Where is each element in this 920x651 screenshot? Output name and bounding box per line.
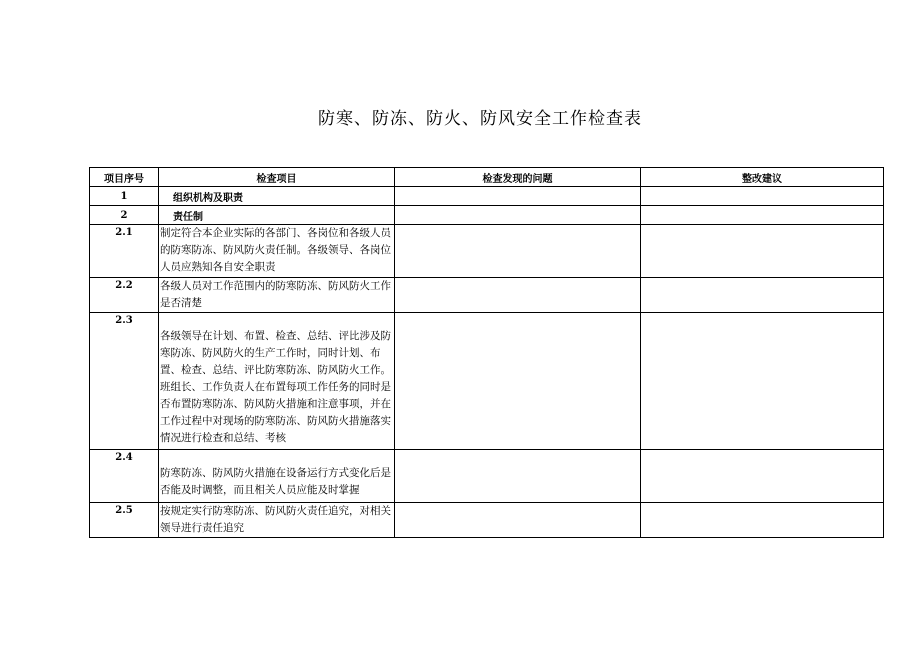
header-problems-found: 检查发现的问题	[395, 168, 641, 187]
inspection-table	[89, 167, 884, 538]
row-problems-cell[interactable]	[395, 278, 641, 313]
row-problems-cell[interactable]	[395, 187, 641, 206]
row-number: 1	[90, 187, 159, 206]
table-row	[90, 278, 884, 313]
table-row	[90, 450, 884, 503]
row-check-item: 制定符合本企业实际的各部门、各岗位和各级人员的防寒防冻、防风防火责任制。各级领导、各岗位人员应熟知各自安全职责	[159, 225, 395, 278]
row-check-item-text: 防寒防冻、防风防火措施在设备运行方式变化后是否能及时调整，而且相关人员应能及时掌握	[160, 467, 391, 496]
row-check-item: 各级人员对工作范围内的防寒防冻、防风防火工作是否清楚	[159, 278, 395, 313]
row-check-item-text: 各级领导在计划、布置、检查、总结、评比涉及防寒防冻、防风防火的生产工作时，同时计划、布置、检查、总结、评比防寒防冻、防风防火工作。班组长、工作负责人在布置每项工作任务的同时是否布置防寒防冻、防风防火措施和注意事项，并在工作过程中对现场的防寒防冻、防风防火措施落实情况进行检查和总结、考核	[160, 330, 391, 444]
row-advice-cell[interactable]	[641, 503, 884, 538]
row-check-item: 组织机构及职责	[159, 187, 395, 206]
header-item-number: 项目序号	[90, 168, 159, 187]
row-number: 2.4	[90, 450, 159, 503]
row-check-item	[159, 450, 395, 503]
row-advice-cell[interactable]	[641, 206, 884, 225]
row-advice-cell[interactable]	[641, 313, 884, 450]
row-advice-cell[interactable]	[641, 225, 884, 278]
table-row	[90, 187, 884, 206]
row-check-item: 按规定实行防寒防冻、防风防火责任追究，对相关领导进行责任追究	[159, 503, 395, 538]
row-number: 2.2	[90, 278, 159, 313]
row-check-item: 责任制	[159, 206, 395, 225]
header-rectification-advice: 整改建议	[641, 168, 884, 187]
table-row	[90, 206, 884, 225]
row-problems-cell[interactable]	[395, 503, 641, 538]
row-number: 2.5	[90, 503, 159, 538]
row-number: 2.3	[90, 313, 159, 450]
row-problems-cell[interactable]	[395, 450, 641, 503]
page-title: 防寒、防冻、防火、防风安全工作检查表	[318, 109, 642, 129]
row-problems-cell[interactable]	[395, 206, 641, 225]
row-number: 2	[90, 206, 159, 225]
row-problems-cell[interactable]	[395, 313, 641, 450]
row-advice-cell[interactable]	[641, 450, 884, 503]
table-row	[90, 503, 884, 538]
row-advice-cell[interactable]	[641, 187, 884, 206]
table-row	[90, 313, 884, 450]
table-row	[90, 225, 884, 278]
row-check-item	[159, 313, 395, 450]
header-check-item: 检查项目	[159, 168, 395, 187]
table-header-row	[90, 168, 884, 187]
row-problems-cell[interactable]	[395, 225, 641, 278]
row-advice-cell[interactable]	[641, 278, 884, 313]
row-number: 2.1	[90, 225, 159, 278]
